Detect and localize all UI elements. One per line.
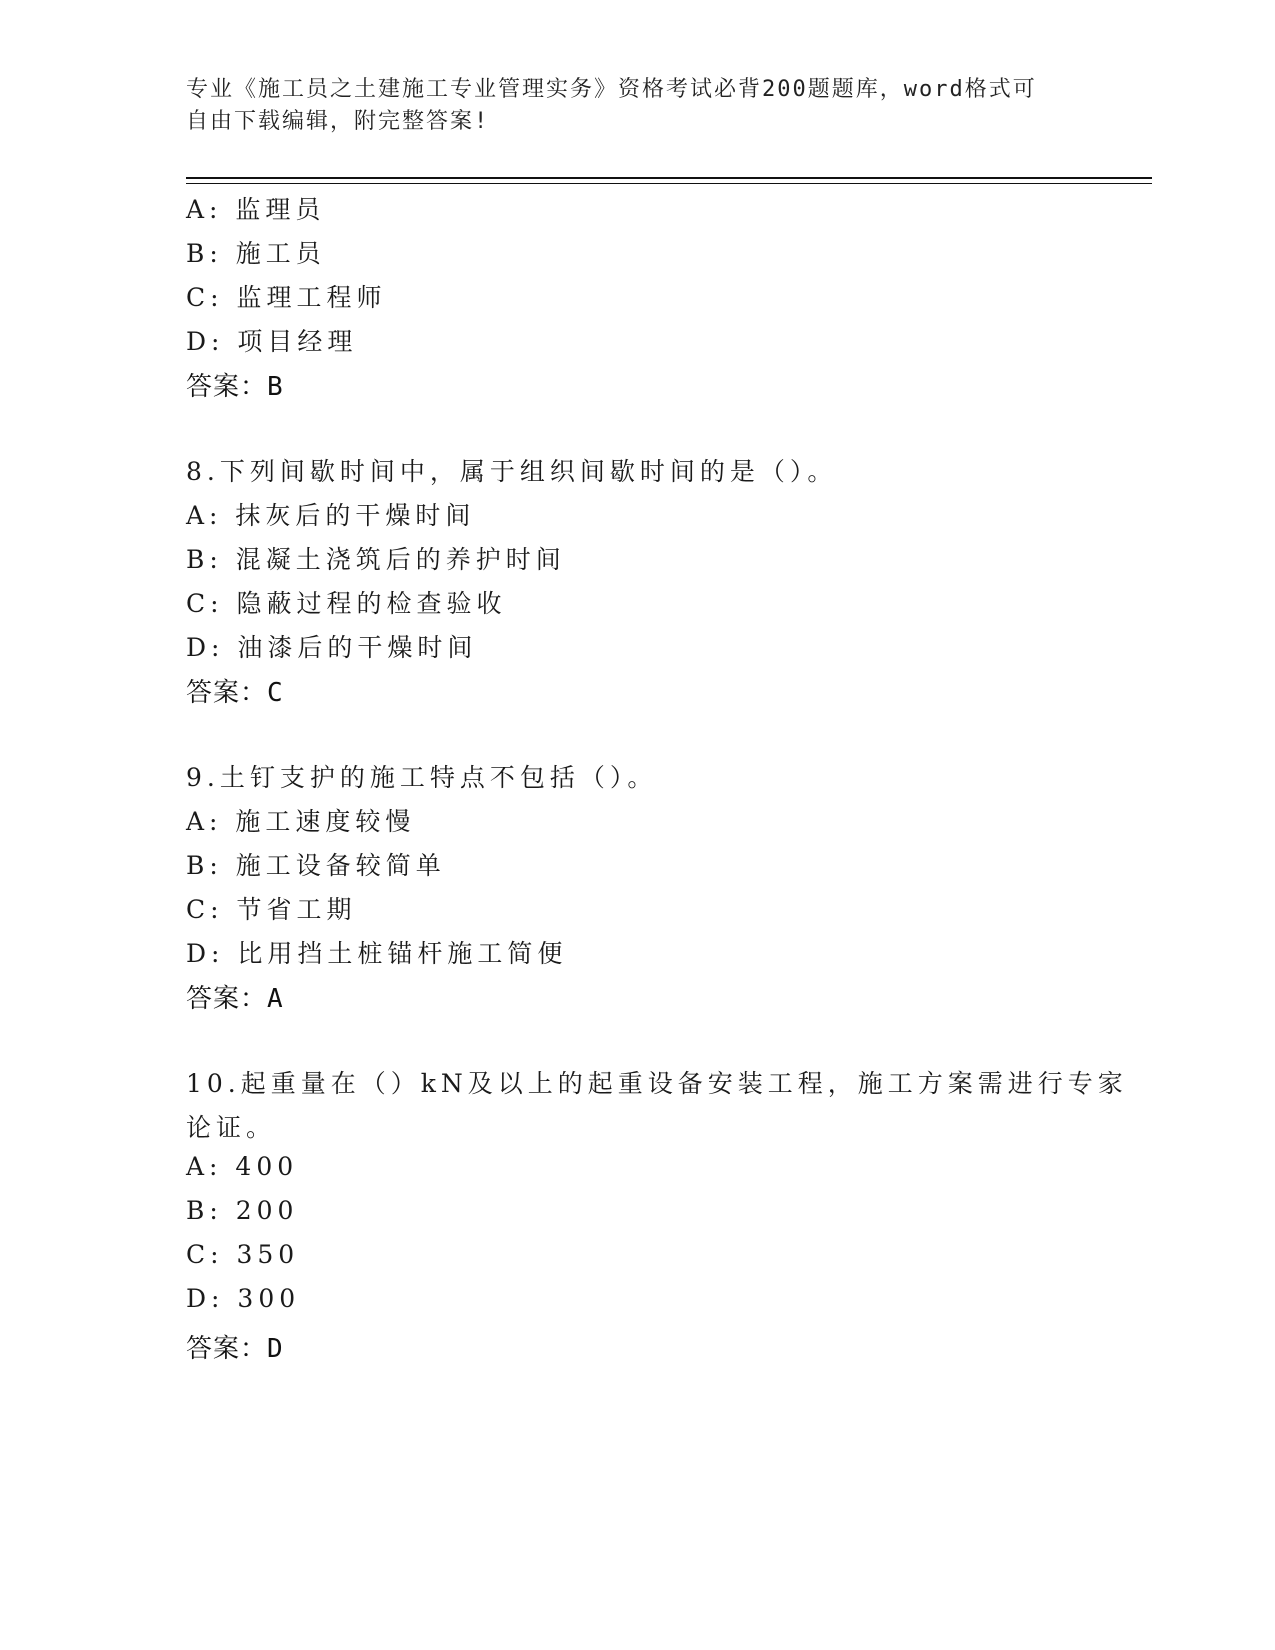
option-d: D: 油漆后的干燥时间: [186, 633, 478, 662]
option-a: A: 400: [186, 1152, 299, 1181]
option-c: C: 隐蔽过程的检查验收: [186, 589, 507, 618]
option-a: A: 施工速度较慢: [186, 807, 416, 836]
option-d: D: 项目经理: [186, 327, 358, 356]
question-text: 9.土钉支护的施工特点不包括（）。: [186, 763, 658, 792]
option-b: B: 200: [186, 1196, 299, 1225]
header-title-line-2: 自由下载编辑，附完整答案!: [186, 109, 490, 134]
question-text: 10.起重量在（）kN及以上的起重设备安装工程，施工方案需进行专家: [186, 1069, 1128, 1098]
option-b: B: 混凝土浇筑后的养护时间: [186, 545, 566, 574]
header-divider-thin: [186, 183, 1152, 184]
document-header: [186, 74, 1086, 138]
header-title-line-1: 专业《施工员之土建施工专业管理实务》资格考试必背200题题库，word格式可: [186, 77, 1037, 102]
option-d: D: 比用挡土桩锚杆施工简便: [186, 939, 568, 968]
option-c: C: 350: [186, 1240, 300, 1269]
option-b: B: 施工设备较简单: [186, 851, 446, 880]
question-text: 8.下列间歇时间中，属于组织间歇时间的是（）。: [186, 457, 838, 486]
header-divider-thick: [186, 177, 1152, 179]
option-b: B: 施工员: [186, 239, 326, 268]
option-a: A: 监理员: [186, 195, 326, 224]
answer-line: 答案：B: [186, 372, 284, 402]
option-c: C: 节省工期: [186, 895, 357, 924]
answer-line: 答案：A: [186, 984, 284, 1014]
answer-line: 答案：D: [186, 1334, 284, 1364]
option-a: A: 抹灰后的干燥时间: [186, 501, 476, 530]
option-d: D: 300: [186, 1284, 301, 1313]
answer-line: 答案：C: [186, 678, 284, 708]
question-text-continued: 论证。: [186, 1113, 277, 1142]
option-c: C: 监理工程师: [186, 283, 387, 312]
